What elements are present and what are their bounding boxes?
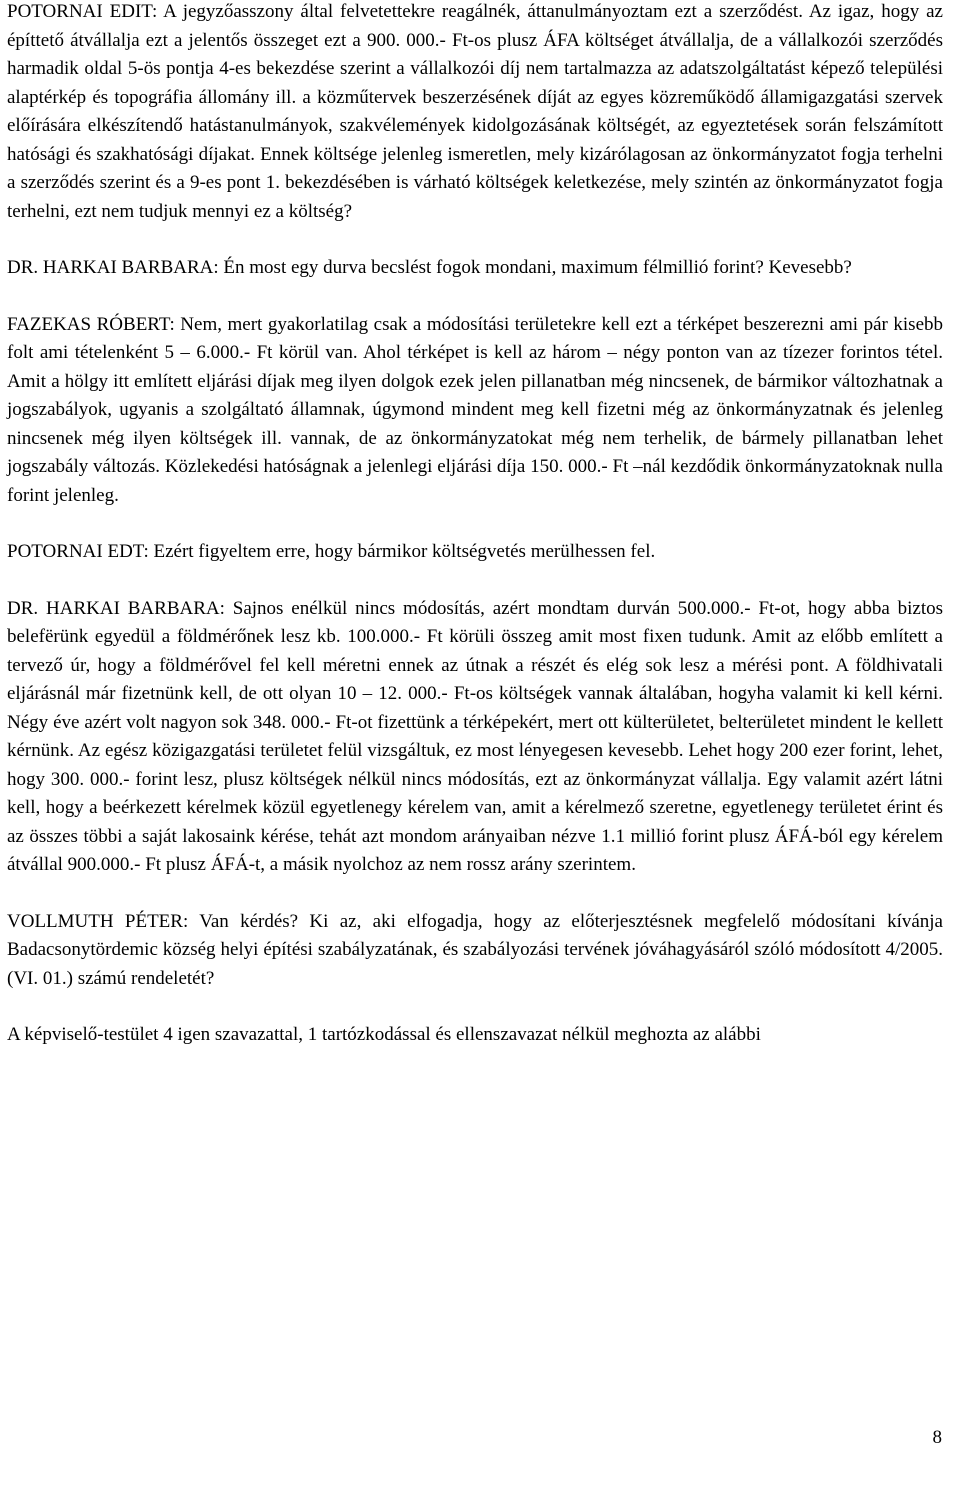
paragraph-potornai-edit-1: POTORNAI EDIT: A jegyzőasszony által felvetettekre reagálnék, áttanulmányoztam ezt a szerződést. Az igaz, hogy az építtető átvállalja ezt a jelentős összeget ezt a 900. 000.- Ft-os plusz ÁFA költséget átvállalja, de a vállalkozói szerződés harmadik oldal 5-ös pontja 4-es bekezdése szerint a vállalkozói díj nem tartalmazza az adatszolgáltatást képező települési alaptérkép és topográfia állomány ill. a közműtervek beszerzésének díját az egyes közreműködő államigazgatási szervek előírására elkészítendő hatástanulmányok, szakvélemények kidolgozásának költségét, az egyeztetések során felszámított hatósági és szakhatósági díjakat. Ennek költsége jelenleg ismeretlen, mely kizárólagosan az önkormányzatot fogja terhelni a szerződés szerint és a 9-es pont 1. bekezdésében is várható költségek keletkezése, mely szintén az önkormányzatot fogja terhelni, ezt nem tudjuk mennyi ez a költség? <box>7 1 943 222</box>
paragraph-potornai-edit-2: POTORNAI EDT: Ezért figyeltem erre, hogy bármikor költségvetés merülhessen fel. <box>7 541 656 562</box>
paragraph-fazekas-robert: FAZEKAS RÓBERT: Nem, mert gyakorlatilag csak a módosítási területekre kell ezt a térképet beszerezni ami pár kisebb folt ami tételenként 5 – 6.000.- Ft körül van. Ahol térképet is kell az három – négy ponton van az tízezer forintos tétel. Amit a hölgy itt említett eljárási díjak meg ilyen dolgok ezek jelen pillanatban még nincsenek, de bármikor változhatnak a jogszabályok, ugyanis a szolgáltató államnak, úgymond mindent meg kell fizetni még az önkormányzatnak és jelenleg nincsenek még ilyen költségek ill. vannak, de az önkormányzatokat még nem terhelik, de bármely pillanatban lehet jogszabály változás. Közlekedési hatóságnak a jelenlegi eljárási díja 150. 000.- Ft –nál kezdődik önkormányzatoknak nulla forint jelenleg. <box>7 313 943 506</box>
document-page <box>7 0 943 1078</box>
paragraph-vote-result: A képviselő-testület 4 igen szavazattal, 1 tartózkodással és ellenszavazat nélkül meghozta az alábbi <box>7 1024 761 1045</box>
page-number: 8 <box>932 1427 942 1448</box>
paragraph-harkai-barbara-2: DR. HARKAI BARBARA: Sajnos enélkül nincs módosítás, azért mondtam durván 500.000.- Ft-ot, hogy abba biztos belefërünk egyedül a földmérőnek lesz kb. 100.000.- Ft körüli összeg amit most fixen tudunk. Amit az előbb említett a tervező úr, hogy a földmérővel fel kell méretni ennek az útnak a részét és elég sok lesz a mérési pont. A földhivatali eljárásnál már fizetnünk kell, de ott olyan 10 – 12. 000.- Ft-os költségek vannak általában, hogyha valamit ki kell kérni. Négy éve azért volt nagyon sok 348. 000.- Ft-ot fizettünk a térképekért, mert ott külterületet, belterületet mindent le kellett kérnünk. Az egész közigazgatási területet felül vizsgáltuk, ez most lényegesen kevesebb. Lehet hogy 200 ezer forint, lehet, hogy 300. 000.- forint lesz, plusz költségek nélkül nincs módosítás, ezt az önkormányzat vállalja. Egy valamit azért látni kell, hogy a beérkezett kérelmek közül egyetlenegy kérelem van, amit a kérelmező szeretne, egyetlenegy területet érint és az összes többi a saját lakosaink kérése, tehát azt mondom arányaiban nézve 1.1 millió forint plusz ÁFÁ-ból egy kérelem átvállal 900.000.- Ft plusz ÁFÁ-t, a másik nyolchoz az nem rossz arány szerintem. <box>7 597 943 875</box>
paragraph-vollmuth-peter: VOLLMUTH PÉTER: Van kérdés? Ki az, aki elfogadja, hogy az előterjesztésnek megfelelő módosítani kívánja Badacsonytördemic község helyi építési szabályzatának, és szabályozási tervének jóváhagyásáról szóló módosított 4/2005. (VI. 01.) számú rendeletét? <box>7 910 943 989</box>
paragraph-harkai-barbara-1: DR. HARKAI BARBARA: Én most egy durva becslést fogok mondani, maximum félmillió forint? Kevesebb? <box>7 257 852 278</box>
